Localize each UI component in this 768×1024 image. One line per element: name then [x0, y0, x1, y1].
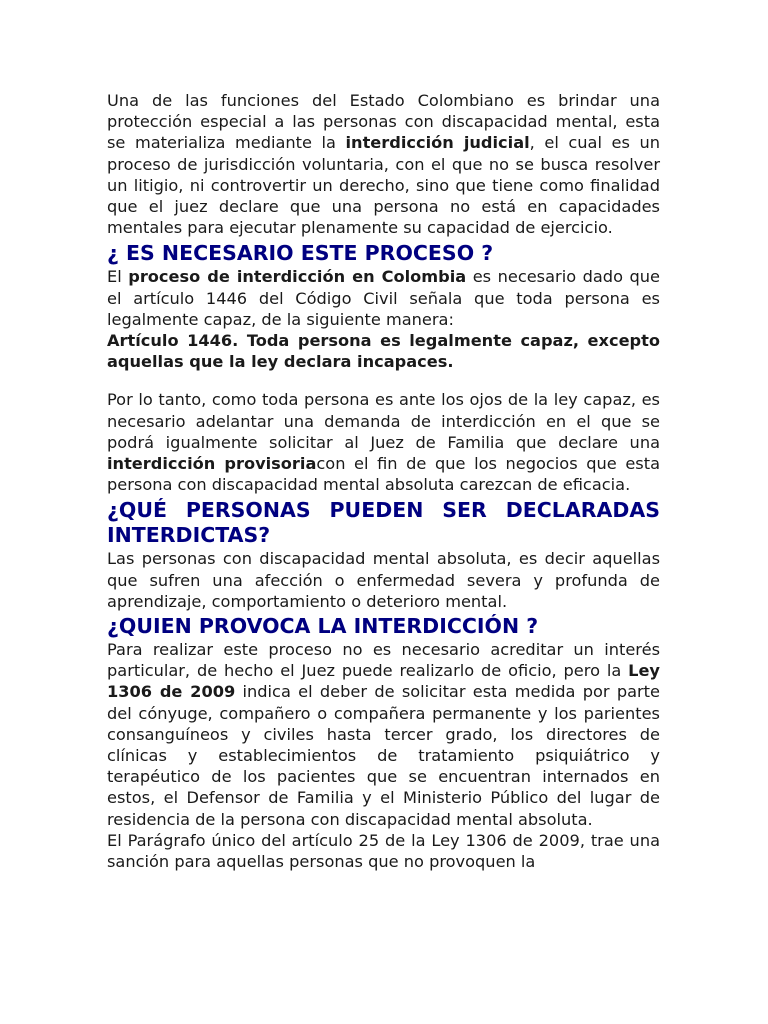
- por-lo-tanto-text-1: Por lo tanto, como toda persona es ante los ojos de la ley capaz, es necesario adelantar una demanda de interdicción en el que se podrá igualmente solicitar al Juez de Familia que declare una: [107, 390, 660, 452]
- por-lo-tanto-paragraph: [107, 389, 660, 495]
- intro-text-1: Una de las funciones del Estado Colombiano es brindar una protección especial a las personas con discapacidad mental, esta se materializa mediante la: [107, 91, 660, 153]
- quien-provoca-text-1: Para realizar este proceso no es necesario acreditar un interés particular, de hecho el Juez puede realizarlo de oficio, pero la: [107, 640, 660, 681]
- quien-provoca-text-2: indica el deber de solicitar esta medida por parte del cónyuge, compañero o compañera permanente y los parientes consanguíneos y civiles hasta tercer grado, los directores de clínicas y establecimientos de tratamiento psiquiátrico y terapéutico de los pacientes que se encuentran internados en estos, el Defensor de Familia y el Ministerio Público del lugar de residencia de la persona con discapacidad mental absoluta.: [107, 682, 660, 829]
- paragrafo-unico-paragraph: El Parágrafo único del artículo 25 de la Ley 1306 de 2009, trae una sanción para aquellas personas que no provoquen la: [107, 830, 660, 872]
- por-lo-tanto-bold-provisoria: interdicción provisoria: [107, 454, 317, 474]
- document-body: [107, 90, 660, 872]
- intro-bold-interdiccion-judicial: interdicción judicial: [345, 133, 530, 153]
- articulo-1446-quote: Artículo 1446. Toda persona es legalmente capaz, excepto aquellas que la ley declara incapaces.: [107, 331, 660, 372]
- por-lo-tanto-text-2: con el fin de que los negocios que esta persona con discapacidad mental absoluta carezcan de eficacia.: [107, 454, 660, 495]
- que-personas-paragraph: Las personas con discapacidad mental absoluta, es decir aquellas que sufren una afección o enfermedad severa y profunda de aprendizaje, comportamiento o deterioro mental.: [107, 549, 660, 611]
- necesario-text-1: El: [107, 267, 129, 287]
- heading-es-necesario: ¿ ES NECESARIO ESTE PROCESO ?: [107, 241, 494, 266]
- necesario-bold-proceso: proceso de interdicción en Colombia: [128, 267, 467, 287]
- intro-text-2: , el cual es un proceso de jurisdicción voluntaria, con el que no se busca resolver un litigio, ni controvertir un derecho, sino que tiene como finalidad que el juez declare que una persona no está en capacidades mentales para ejecutar plenamente su capacidad de ejercicio.: [107, 133, 660, 238]
- intro-paragraph: [107, 90, 660, 238]
- quien-provoca-bold-ley: Ley 1306 de 2009: [107, 661, 660, 702]
- necesario-paragraph: [107, 266, 660, 330]
- heading-que-personas: ¿QUÉ PERSONAS PUEDEN SER DECLARADAS INTERDICTAS?: [107, 498, 660, 548]
- heading-quien-provoca: ¿QUIEN PROVOCA LA INTERDICCIÓN ?: [107, 614, 539, 639]
- necesario-text-2: es necesario dado que el artículo 1446 del Código Civil señala que toda persona es legalmente capaz, de la siguiente manera:: [107, 267, 660, 329]
- quien-provoca-paragraph: [107, 639, 660, 830]
